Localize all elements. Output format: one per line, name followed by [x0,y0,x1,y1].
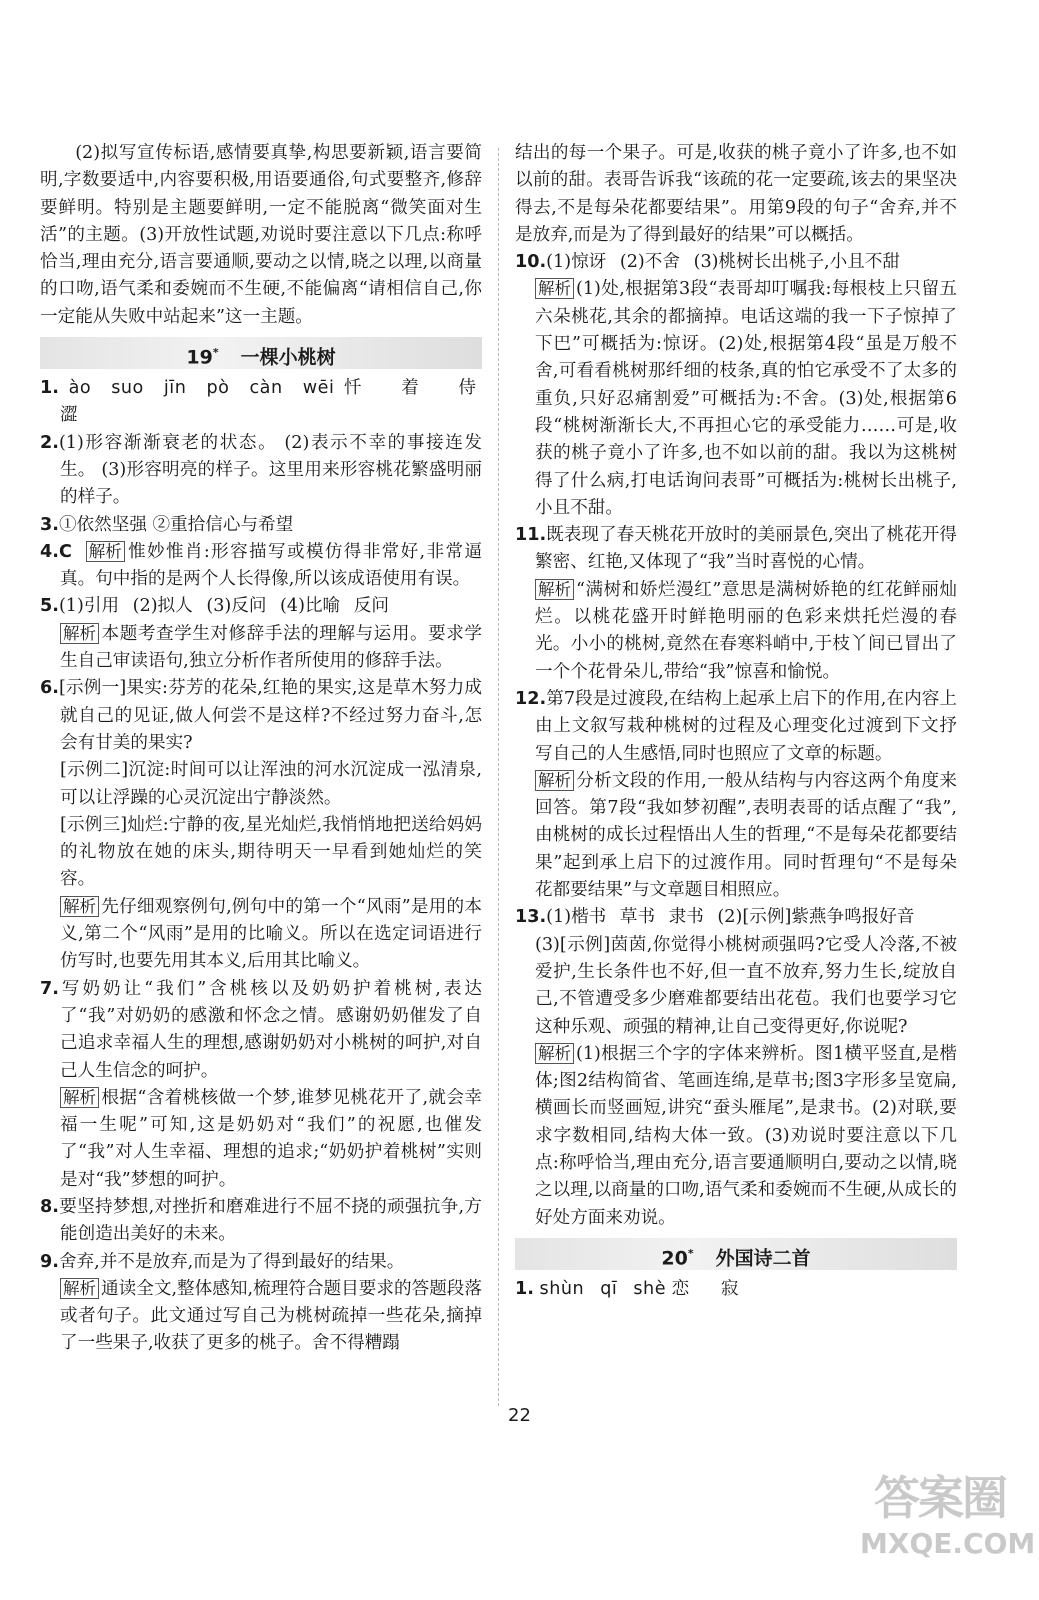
question-number: 5. [40,596,59,617]
analysis-text: 本题考查学生对修辞手法的理解与运用。要求学生自己审读语句,独立分析作者所使用的修辞手法。 [60,623,482,672]
question-10 [515,249,957,276]
analysis-text: 分析文段的作用,一般从结构与内容这两个角度来回答。第7段“我如梦初醒”,表明表哥的话点醒了“我”,由桃树的成长过程悟出人生的哲理,“不是每朵花都要结果”起到承上启下的过渡作用。同时哲理句“不是每朵花都要结果”与文章题目相照应。 [535,770,957,901]
page-number: 22 [508,1405,531,1426]
question-12-analysis [515,768,957,904]
example-tag: 示例一 [65,678,120,699]
analysis-tag: 解析 [60,896,99,917]
question-number: 1. [40,378,59,399]
example-tag: 示例 [749,907,785,928]
question-13-part-3: (3)[示例]茵茵,你觉得小桃树顽强吗?它受人冷落,不被爱护,生长条件也不好,但一直不放弃,努力生长,绽放自己,不管遭受多少磨难都要结出花苞。我们也要学习它这种乐观、顽强的精神,让自己变得更好,你说呢? [535,934,957,1037]
analysis-tag: 解析 [60,1278,99,1299]
intro-paragraph: (2)拟写宣传标语,感情要真挚,构思要新颖,语言要简明,字数要适中,内容要积极,用语要通俗,句式要整齐,修辞要鲜明。特别是主题要鲜明,一定不能脱离“微笑面对生活”的主题。(3)开放性试题,劝说时要注意以下几点:称呼恰当,理由充分,语言要通顺,要动之以情,晓之以理,以商量的口吻,语气柔和委婉而不生硬,不能偏离“请相信自己,你一定能从失败中站起来”这一主题。 [40,143,482,327]
question-1 [40,375,482,430]
left-column [40,140,482,1358]
question-number: 4. [40,541,59,562]
example-tag: 示例三 [66,814,121,835]
question-5-analysis [40,621,482,676]
example-tag: 示例 [566,934,604,955]
question-6-analysis [40,894,482,976]
watermark-url: MXQE.COM [860,1527,1036,1560]
answer-text: (1)形容渐渐衰老的状态。 (2)表示不幸的事接连发生。 (3)形容明亮的样子。这里用来形容桃花繁盛明丽的样子。 [58,432,482,508]
question-11-analysis [515,577,957,686]
question-6-example-3: [示例三]灿烂:宁静的夜,星光灿烂,我悄悄地把送给妈妈的礼物放在她的床头,期待明天一早看到她灿烂的笑容。 [60,814,482,890]
analysis-tag: 解析 [535,1043,574,1064]
analysis-tag: 解析 [535,770,574,791]
analysis-tag: 解析 [535,278,574,299]
question-3 [40,512,482,539]
section-star: * [212,346,219,360]
question-9-analysis [40,1276,482,1358]
analysis-text: (1)处,根据第3段“表哥却叮嘱我:每根枝上只留五六朵桃花,其余的都摘掉。电话这端的我一下子惊掉了下巴”可概括为:惊讶。(2)处,根据第4段“虽是万般不舍,可看看桃树那纤细的枝条,真的怕它承受不了太多的重负,只好忍痛割爱”可概括为:不舍。(3)处,根据第6段“桃树渐渐长大,不再担心它的承受能力……可是,收获的桃子竟小了许多,也不如以前的甜。我以为这桃树得了什么病,打电话询问表哥”可概括为:桃树长出桃子,小且不甜。 [535,279,957,518]
question-number: 3. [40,514,59,535]
section-star: * [687,1246,694,1260]
question-10-analysis [515,276,957,522]
section-number: 20 [661,1247,688,1270]
question-number: 1. [515,1278,534,1299]
question-7-analysis [40,1085,482,1194]
example-tag: 示例二 [66,760,122,781]
analysis-text: “满树和娇烂漫红”意思是满树娇艳的红花鲜丽灿烂。以桃花盛开时鲜艳明丽的色彩来烘托烂漫的春光。小小的桃树,竟然在春寒料峭中,于枝丫间已冒出了一个个花骨朵儿,带给“我”惊喜和愉悦。 [535,579,957,682]
right-column [515,140,957,1303]
character-answers: 恋 寂 [671,1278,745,1299]
pinyin-answers: ào suo jīn pò càn wēi [68,378,335,399]
example-text: 紫燕争鸣报好音 [791,907,915,928]
section-title: 外国诗二首 [715,1247,811,1270]
section-20-heading [515,1238,957,1270]
question-4 [40,539,482,594]
question-number: 10. [515,252,547,273]
answer-text: ①依然坚强 ②重拾信心与希望 [58,514,294,535]
column-divider [498,148,499,1406]
question-number: 9. [40,1251,59,1272]
character-answers: 忏 着 侍 澀 [60,378,483,426]
question-9 [40,1249,482,1276]
question-5 [40,593,482,620]
example-text: 茵茵,你觉得小桃树顽强吗?它受人冷落,不被爱护,生长条件也不好,但一直不放弃,努力生长,绽放自己,不管遭受多少磨难都要结出花苞。我们也要学习它这种乐观、顽强的精神,让自己变得更好,你说呢? [535,934,957,1037]
example-text: 沉淀:时间可以让浑浊的河水沉淀成一泓清泉,可以让浮躁的心灵沉淀出宁静淡然。 [60,760,482,808]
question-12 [515,686,957,768]
question-7 [40,976,482,1085]
analysis-text: (1)根据三个字的字体来辨析。图1横平竖直,是楷体;图2结构简省、笔画连绵,是草书;图3字形多呈宽扁,横画长而竖画短,讲究“蚕头雁尾”,是隶书。(2)对联,要求字数相同,结构大体一致。(3)劝说时要注意以下几点:称呼恰当,理由充分,语言要通顺明白,要动之以情,晓之以理,以商量的口吻,语气柔和委婉而不生硬,从成长的好处方面来劝说。 [535,1043,957,1228]
question-number: 6. [40,678,59,699]
section-title: 一棵小桃树 [240,346,336,369]
question-8 [40,1194,482,1249]
watermark-text: 答案圈 [874,1471,1006,1525]
pinyin-answers: shùn qī shè [539,1278,667,1299]
choice-answer: C [58,541,72,562]
analysis-text: 惟妙惟肖:形容描写或模仿得非常好,非常逼真。句中指的是两个人长得像,所以该成语使用有误。 [60,541,482,590]
answer-text: 第7段是过渡段,在结构上起承上启下的作用,在内容上由上文叙写栽种桃树的过程及心理变化过渡到下文抒写自己的人生感悟,同时也照应了文章的标题。 [535,688,957,764]
part-label: (3) [535,934,560,955]
analysis-text: 先仔细观察例句,例句中的第一个“风雨”是用的本义,第二个“风雨”是用的比喻义。所以在选定词语进行仿写时,也要先用其本义,后用其比喻义。 [60,896,482,972]
analysis-tag: 解析 [86,541,125,562]
question-number: 13. [515,907,547,928]
answer-text: (1)楷书 草书 隶书 (2) [546,907,743,928]
question-number: 12. [515,688,547,709]
question-13-analysis [515,1041,957,1232]
analysis-text: 通读全文,整体感知,梳理符合题目要求的答题段落或者句子。此文通过写自己为桃树疏掉一些花朵,摘掉了一些果子,收获了更多的桃子。舍不得糟蹋 [60,1278,482,1354]
section-20-question-1 [515,1276,957,1303]
question-number: 11. [515,525,547,546]
continued-paragraph: 结出的每一个果子。可是,收获的桃子竟小了许多,也不如以前的甜。表哥告诉我“该疏的花一定要疏,该去的果坚决得去,不是每朵花都要结果”。用第9段的句子“舍弃,并不是放弃,而是为了得到最好的结果”可以概括。 [515,143,957,245]
analysis-tag: 解析 [535,579,574,600]
answer-text: 写奶奶让“我们”含桃核以及奶奶护着桃树,表达了“我”对奶奶的感激和怀念之情。感谢奶奶催发了自己追求幸福人生的理想,感谢奶奶对小桃树的呵护,对自己人生信念的呵护。 [58,978,482,1081]
question-13: 13.(1)楷书 草书 隶书 (2)[示例]紫燕争鸣报好音 [515,907,915,928]
answer-text: 既表现了春天桃花开放时的美丽景色,突出了桃花开得繁密、红艳,又体现了“我”当时喜悦的心情。 [535,525,957,573]
answer-text: 要坚持梦想,对挫折和磨难进行不屈不挠的顽强抗争,方能创造出美好的未来。 [58,1196,482,1245]
section-19-heading [40,337,482,369]
question-6-example-2: [示例二]沉淀:时间可以让浑浊的河水沉淀成一泓清泉,可以让浮躁的心灵沉淀出宁静淡然。 [60,760,482,808]
analysis-tag: 解析 [60,1087,99,1108]
question-2 [40,430,482,512]
answer-text: 舍弃,并不是放弃,而是为了得到最好的结果。 [58,1251,405,1272]
section-number: 19 [186,346,213,369]
example-text: 果实:芬芳的花朵,红艳的果实,这是草木努力成就自己的见证,做人何尝不是这样?不经过努力奋斗,怎会有甘美的果实? [60,678,482,753]
watermark-logo [860,1470,1036,1590]
question-6: 6.[示例一]果实:芬芳的花朵,红艳的果实,这是草木努力成就自己的见证,做人何尝不是这样?不经过努力奋斗,怎会有甘美的果实? [40,678,482,753]
answer-text: (1)引用 (2)拟人 (3)反问 (4)比喻 反问 [58,596,389,617]
analysis-text: 根据“含着桃核做一个梦,谁梦见桃花开了,就会幸福一生呢”可知,这是奶奶对“我们”的祝愿,也催发了“我”对人生幸福、理想的追求;“奶奶护着桃树”实则是对“我”梦想的呵护。 [60,1087,482,1190]
analysis-tag: 解析 [60,623,99,644]
question-number: 2. [40,432,59,453]
question-11 [515,522,957,577]
example-text: 灿烂:宁静的夜,星光灿烂,我悄悄地把送给妈妈的礼物放在她的床头,期待明天一早看到她灿烂的笑容。 [60,814,482,890]
question-number: 7. [40,978,59,999]
answer-text: (1)惊讶 (2)不舍 (3)桃树长出桃子,小且不甜 [546,252,901,273]
question-number: 8. [40,1196,59,1217]
